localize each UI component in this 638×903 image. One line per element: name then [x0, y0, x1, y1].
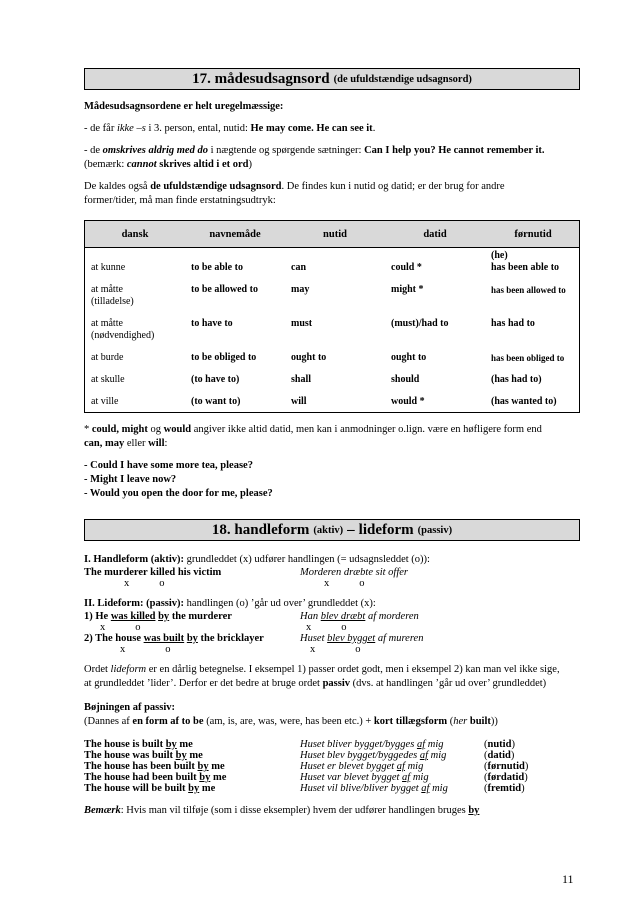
table-cell: could * — [391, 262, 422, 273]
rule-1: - de får ikke –s i 3. person, ental, nutid: He may come. He can see it. — [84, 123, 376, 134]
table-cell: at måtte — [91, 284, 123, 295]
table-cell: to be obliged to — [191, 352, 257, 363]
modal-verbs-table — [84, 220, 580, 413]
table-cell: shall — [291, 374, 312, 385]
example-line: - Might I leave now? — [84, 474, 177, 485]
table-cell: (must)/had to — [391, 318, 449, 329]
lideform-paragraph: Ordet lideform er en dårlig betegnelse. I eksempel 1) passer ordet godt, men i eksempel 2) kan man vel ikke sige, — [84, 664, 560, 675]
table-row — [91, 352, 579, 364]
table-cell: might * — [391, 284, 424, 295]
passiv-example-1: 1) He was killed by the murderer Han blev dræbt af morderen — [84, 611, 419, 622]
table-cell: has been able to — [491, 262, 560, 273]
col-header: dansk — [121, 228, 149, 240]
table-cell: at måtte — [91, 318, 123, 329]
table-row — [91, 262, 579, 274]
conjugation-row: The house will be built by me Huset vil blive/bliver bygget af mig (fremtid) — [84, 783, 525, 794]
table-cell: will — [291, 396, 307, 407]
bemaerk-note: Bemærk: Hvis man vil tilføje (som i disse eksempler) hvem der udfører handlingen bruges by — [84, 805, 480, 816]
table-cell: has been obliged to — [491, 353, 565, 363]
table-body — [85, 248, 579, 412]
table-cell: at ville — [91, 396, 119, 407]
footnote: * could, might og would angiver ikke altid datid, men kan i anmodninger o.lign. være en høfligere form end — [84, 424, 542, 435]
passiv-heading: II. Lideform: (passiv): handlingen (o) ’går ud over’ grundleddet (x): — [84, 598, 376, 609]
table-cell: may — [291, 284, 310, 295]
table-header — [85, 221, 579, 248]
section-18-heading: 18. handleform (aktiv) – lideform (passiv) — [84, 519, 580, 541]
example-line: - Would you open the door for me, please? — [84, 488, 273, 499]
table-row — [91, 330, 579, 342]
example-line: - Could I have some more tea, please? — [84, 460, 253, 471]
table-cell: (nødvendighed) — [91, 330, 155, 341]
table-cell: to have to — [191, 318, 233, 329]
table-cell: to be able to — [191, 262, 243, 273]
rule-2-note: (bemærk: cannot skrives altid i et ord) — [84, 159, 253, 170]
table-cell: has had to — [491, 318, 535, 329]
table-cell: (he) — [491, 250, 508, 261]
col-header: nutid — [323, 228, 347, 240]
col-header: datid — [423, 228, 447, 240]
table-cell: would * — [391, 396, 425, 407]
table-row — [91, 250, 579, 262]
table-row — [91, 318, 579, 330]
table-row — [91, 284, 579, 296]
table-cell: can — [291, 262, 306, 273]
table-row — [91, 296, 579, 308]
table-cell: must — [291, 318, 313, 329]
table-cell: at burde — [91, 352, 124, 363]
passiv-example-2: 2) The house was built by the bricklayer Huset blev bygget af mureren — [84, 633, 424, 644]
intro-line: Mådesudsagnsordene er helt uregelmæssige: — [84, 101, 284, 112]
table-cell: (tilladelse) — [91, 296, 134, 307]
aktiv-example: The murderer killed his victim Morderen dræbte sit offer — [84, 567, 409, 578]
table-cell: has been allowed to — [491, 285, 566, 295]
col-header: navnemåde — [209, 228, 261, 240]
conjugation-row: The house is built by me Huset bliver bygget/bygges af mig (nutid) — [84, 739, 515, 750]
table-cell: at skulle — [91, 374, 125, 385]
bojning-rule: (Dannes af en form af to be (am, is, are, was, were, has been etc.) + kort tillægsform (her built)) — [84, 716, 498, 727]
table-cell: (to want to) — [191, 396, 241, 407]
table-cell: at kunne — [91, 262, 126, 273]
table-cell: ought to — [291, 352, 327, 363]
table-row — [91, 396, 579, 408]
paragraph-ufuldstaendige: De kaldes også de ufuldstændige udsagnsord. De findes kun i nutid og datid; er der brug for andre — [84, 181, 505, 192]
conjugation-list — [84, 739, 580, 794]
col-header: førnutid — [514, 228, 552, 240]
table-row — [91, 374, 579, 386]
table-cell: to be allowed to — [191, 284, 258, 295]
conjugation-row: The house had been built by me Huset var blevet bygget af mig (førdatid) — [84, 772, 528, 783]
table-cell: (has wanted to) — [491, 396, 557, 407]
conjugation-row: The house was built by me Huset blev bygget/byggedes af mig (datid) — [84, 750, 515, 761]
section-17-title: 17. mådesudsagnsord — [192, 70, 330, 87]
table-cell: (to have to) — [191, 374, 240, 385]
table-cell: (has had to) — [491, 374, 542, 385]
table-cell: should — [391, 374, 420, 385]
aktiv-heading: I. Handleform (aktiv): grundleddet (x) udfører handlingen (= udsagnsleddet (o)): — [84, 554, 430, 565]
page: 17. mådesudsagnsord (de ufuldstændige udsagnsord) Mådesudsagnsordene er helt uregelmæssige: - de får ikke –s i 3. person, ental, nutid: He may come. He can see it. - de omskrives aldrig med do i nægtende og spørgende sætninger: Can I help you? He cannot remember it. (bemærk: cannot skrives altid i et ord) De kaldes også de ufuldstændige udsagnsord. De findes kun i nutid og datid; er der brug for andre former/tider, må man finde erstatningsudtryk: dansk navnemåde nutid datid førnutid (he) at kunne to be able to can could * has been able to at måtte to be allowed to may might * has been allowed to (tilladelse) at måtte to have to must (must)/had to has had to (nødvendighed) at burde to be obliged to ought to ought to has been obliged to at skulle (to have to) shall should (has had to) at ville (to want to) will would * (has wanted to) * could, might og would angiver ikke altid datid, men kan i anmodninger o.lign. være en høfligere form end can, may eller will: - Could I have some more tea, please? - Might I leave now? - Would you open the door for me, please? 18. handleform (aktiv) – lideform (passiv) I. Handleform (aktiv): grundleddet (x) udfører handlingen (= udsagnsleddet (o)): The murderer killed his victim Morderen dræbte sit offer x o x o II. Lideform: (passiv): handlingen (o) ’går ud over’ grundleddet (x): 1) He was killed by the murderer Han blev dræbt af morderen x o x o 2) The house was built by the bricklayer Huset blev bygget af mureren x o x o Ordet lideform er en dårlig betegnelse. I eksempel 1) passer ordet godt, men i eksempel 2) kan man vel ikke sige, at grundleddet ’lider’. Derfor er det bedre at bruge ordet passiv (dvs. at handlingen ’går ud over’ grundleddet) Bøjningen af passiv: (Dannes af en form af to be (am, is, are, was, were, has been etc.) + kort tillægsform (her built)) The house is built by me Huset bliver bygget/bygges af mig (nutid) The house was built by me Huset blev bygget/byggedes af mig (datid) The house has been built by me Huset er blevet bygget af mig (førnutid) The house had been built by me Huset var blevet bygget af mig (førdatid) The house will be built by me Huset vil blive/bliver bygget af mig (fremtid) Bemærk: Hvis man vil tilføje (som i disse eksempler) hvem der udfører handlingen bruges by — [84, 68, 580, 818]
section-17-subtitle: (de ufuldstændige udsagnsord) — [333, 73, 472, 85]
table-cell: ought to — [391, 352, 427, 363]
bojning-heading: Bøjningen af passiv: — [84, 702, 176, 713]
section-17-heading — [84, 68, 580, 90]
conjugation-row: The house has been built by me Huset er blevet bygget af mig (førnutid) — [84, 761, 529, 772]
page-number: 11 — [562, 872, 574, 886]
rule-2: - de omskrives aldrig med do i nægtende og spørgende sætninger: Can I help you? He cannot remember it. — [84, 145, 545, 156]
